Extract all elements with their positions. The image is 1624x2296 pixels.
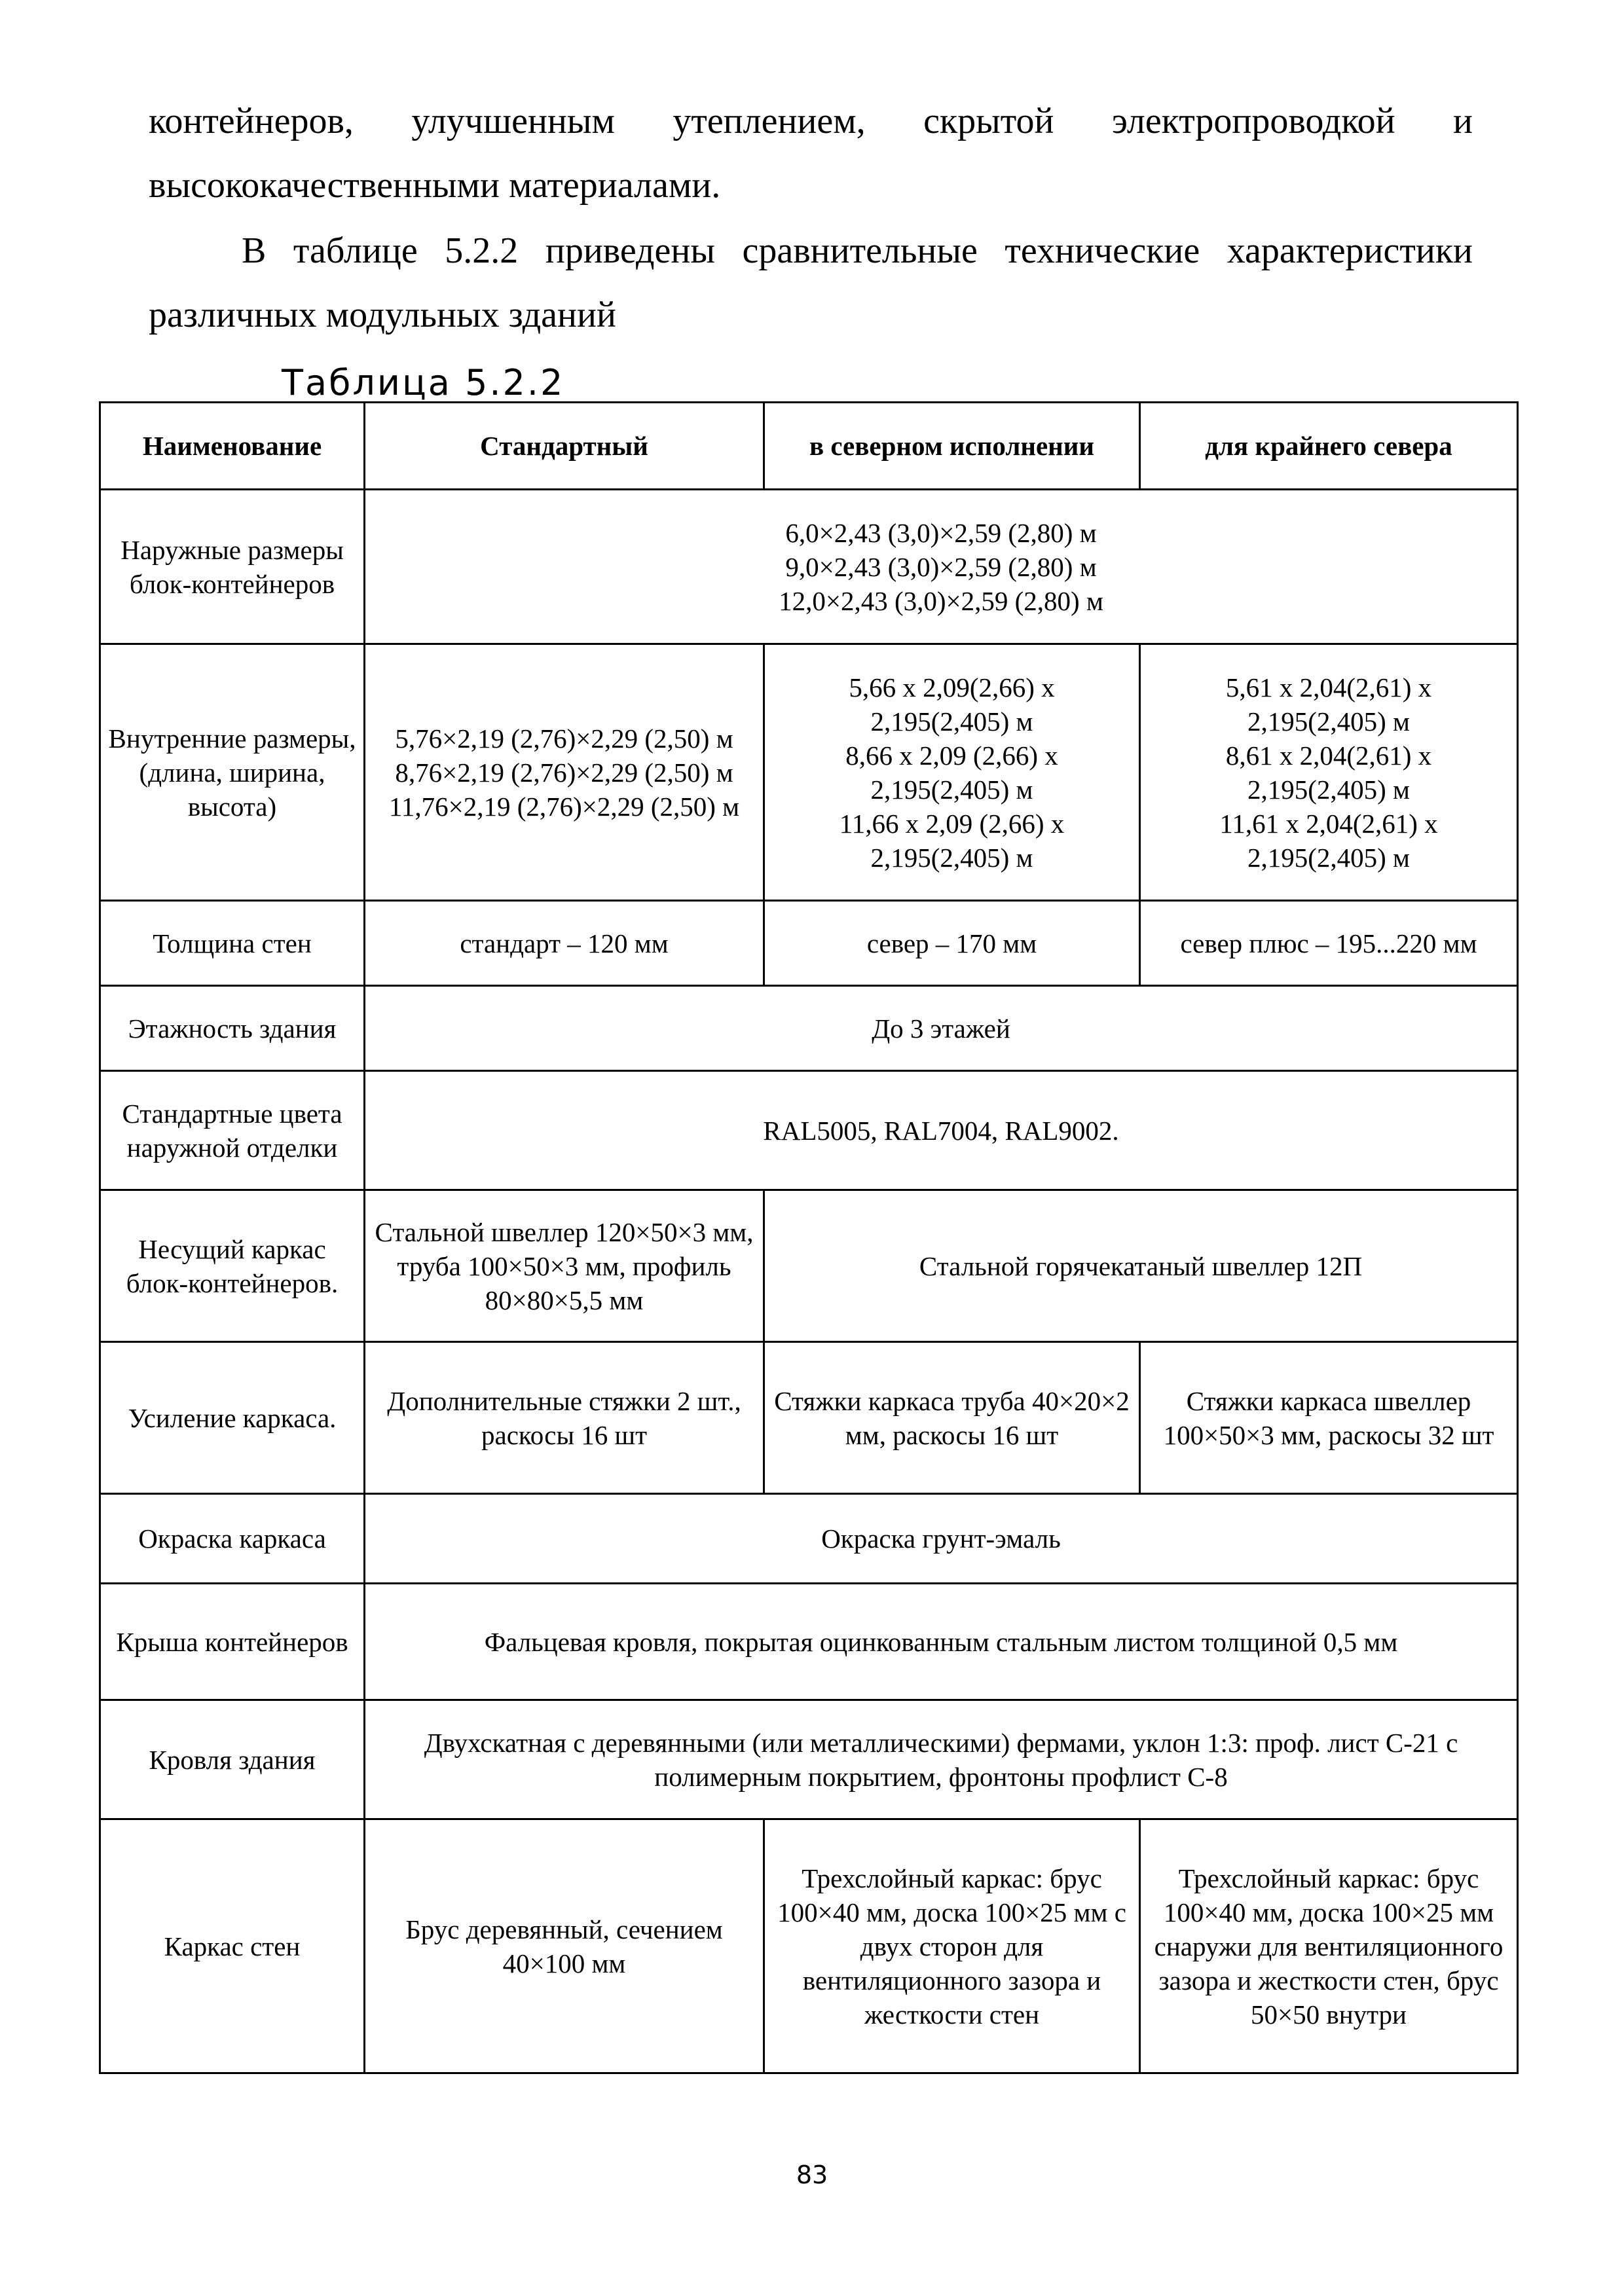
table-row: [100, 986, 1518, 1071]
row-name-reinforcement: Усиление каркаса.: [100, 1342, 365, 1494]
row-name-inner-size: Внутренние размеры, (длина, ширина, высота): [100, 644, 365, 901]
table-row: [100, 901, 1518, 986]
row-name-building-roof: Кровля здания: [100, 1700, 365, 1819]
row-name-container-roof: Крыша контейнеров: [100, 1584, 365, 1700]
cell-inner-size-far-north: 5,61 х 2,04(2,61) х 2,195(2,405) м 8,61 х 2,04(2,61) х 2,195(2,405) м 11,61 х 2,04(2,61) х 2,195(2,405) м: [1140, 644, 1518, 901]
cell-colors: RAL5005, RAL7004, RAL9002.: [365, 1071, 1518, 1190]
cell-reinforcement-standard: Дополнительные стяжки 2 шт., раскосы 16 шт: [365, 1342, 764, 1494]
header-name: Наименование: [100, 403, 365, 490]
table-row: [100, 1584, 1518, 1700]
header-far-north: для крайнего севера: [1140, 403, 1518, 490]
paragraph-2-line-1-text: В таблице 5.2.2 приведены сравнительные технические характеристики: [242, 230, 1473, 271]
table-row: [100, 644, 1518, 901]
comparison-table: [99, 401, 1519, 2074]
cell-wall-thickness-far-north: север плюс – 195...220 мм: [1140, 901, 1518, 986]
row-name-frame: Несущий каркас блок-контейнеров.: [100, 1190, 365, 1342]
cell-reinforcement-far-north: Стяжки каркаса швеллер 100×50×3 мм, раскосы 32 шт: [1140, 1342, 1518, 1494]
row-name-wall-frame: Каркас стен: [100, 1819, 365, 2073]
row-name-floors: Этажность здания: [100, 986, 365, 1071]
table-row: [100, 1819, 1518, 2073]
row-name-wall-thickness: Толщина стен: [100, 901, 365, 986]
cell-wall-frame-north: Трехслойный каркас: брус 100×40 мм, доска 100×25 мм с двух сторон для вентиляционного зазора и жесткости стен: [764, 1819, 1140, 2073]
paragraph-1-line-1: контейнеров, улучшенным утеплением, скрытой электропроводкой и: [149, 101, 1473, 141]
cell-floors: До 3 этажей: [365, 986, 1518, 1071]
table-row: [100, 490, 1518, 644]
header-standard: Стандартный: [365, 403, 764, 490]
row-name-outer-size: Наружные размеры блок-контейнеров: [100, 490, 365, 644]
cell-outer-size: 6,0×2,43 (3,0)×2,59 (2,80) м 9,0×2,43 (3,0)×2,59 (2,80) м 12,0×2,43 (3,0)×2,59 (2,80) м: [365, 490, 1518, 644]
cell-wall-frame-far-north: Трехслойный каркас: брус 100×40 мм, доска 100×25 мм снаружи для вентиляционного зазора и жесткости стен, брус 50×50 внутри: [1140, 1819, 1518, 2073]
table-row: [100, 1700, 1518, 1819]
table-caption: Таблица 5.2.2: [282, 362, 565, 403]
header-north: в северном исполнении: [764, 403, 1140, 490]
paragraph-2-line-1: [149, 219, 1473, 283]
table-row: [100, 1071, 1518, 1190]
row-name-painting: Окраска каркаса: [100, 1494, 365, 1584]
cell-wall-thickness-standard: стандарт – 120 мм: [365, 901, 764, 986]
cell-inner-size-standard: 5,76×2,19 (2,76)×2,29 (2,50) м 8,76×2,19 (2,76)×2,29 (2,50) м 11,76×2,19 (2,76)×2,29 (2,50) м: [365, 644, 764, 901]
table-header-row: [100, 403, 1518, 490]
page-number: 83: [796, 2160, 828, 2189]
cell-inner-size-north: 5,66 х 2,09(2,66) х 2,195(2,405) м 8,66 х 2,09 (2,66) х 2,195(2,405) м 11,66 х 2,09 (2,66) х 2,195(2,405) м: [764, 644, 1140, 901]
cell-painting: Окраска грунт-эмаль: [365, 1494, 1518, 1584]
paragraph-2-line-2: различных модульных зданий: [149, 295, 616, 335]
paragraph-1-line-2: высококачественными материалами.: [149, 165, 721, 206]
cell-wall-thickness-north: север – 170 мм: [764, 901, 1140, 986]
cell-frame-standard: Стальной швеллер 120×50×3 мм, труба 100×50×3 мм, профиль 80×80×5,5 мм: [365, 1190, 764, 1342]
cell-building-roof: Двухскатная с деревянными (или металлическими) фермами, уклон 1:3: проф. лист С-21 с полимерным покрытием, фронтоны профлист С-8: [365, 1700, 1518, 1819]
cell-container-roof: Фальцевая кровля, покрытая оцинкованным стальным листом толщиной 0,5 мм: [365, 1584, 1518, 1700]
cell-reinforcement-north: Стяжки каркаса труба 40×20×2 мм, раскосы 16 шт: [764, 1342, 1140, 1494]
cell-frame-north-far: Стальной горячекатаный швеллер 12П: [764, 1190, 1518, 1342]
table-row: [100, 1494, 1518, 1584]
table-row: [100, 1190, 1518, 1342]
cell-wall-frame-standard: Брус деревянный, сечением 40×100 мм: [365, 1819, 764, 2073]
row-name-colors: Стандартные цвета наружной отделки: [100, 1071, 365, 1190]
table-row: [100, 1342, 1518, 1494]
